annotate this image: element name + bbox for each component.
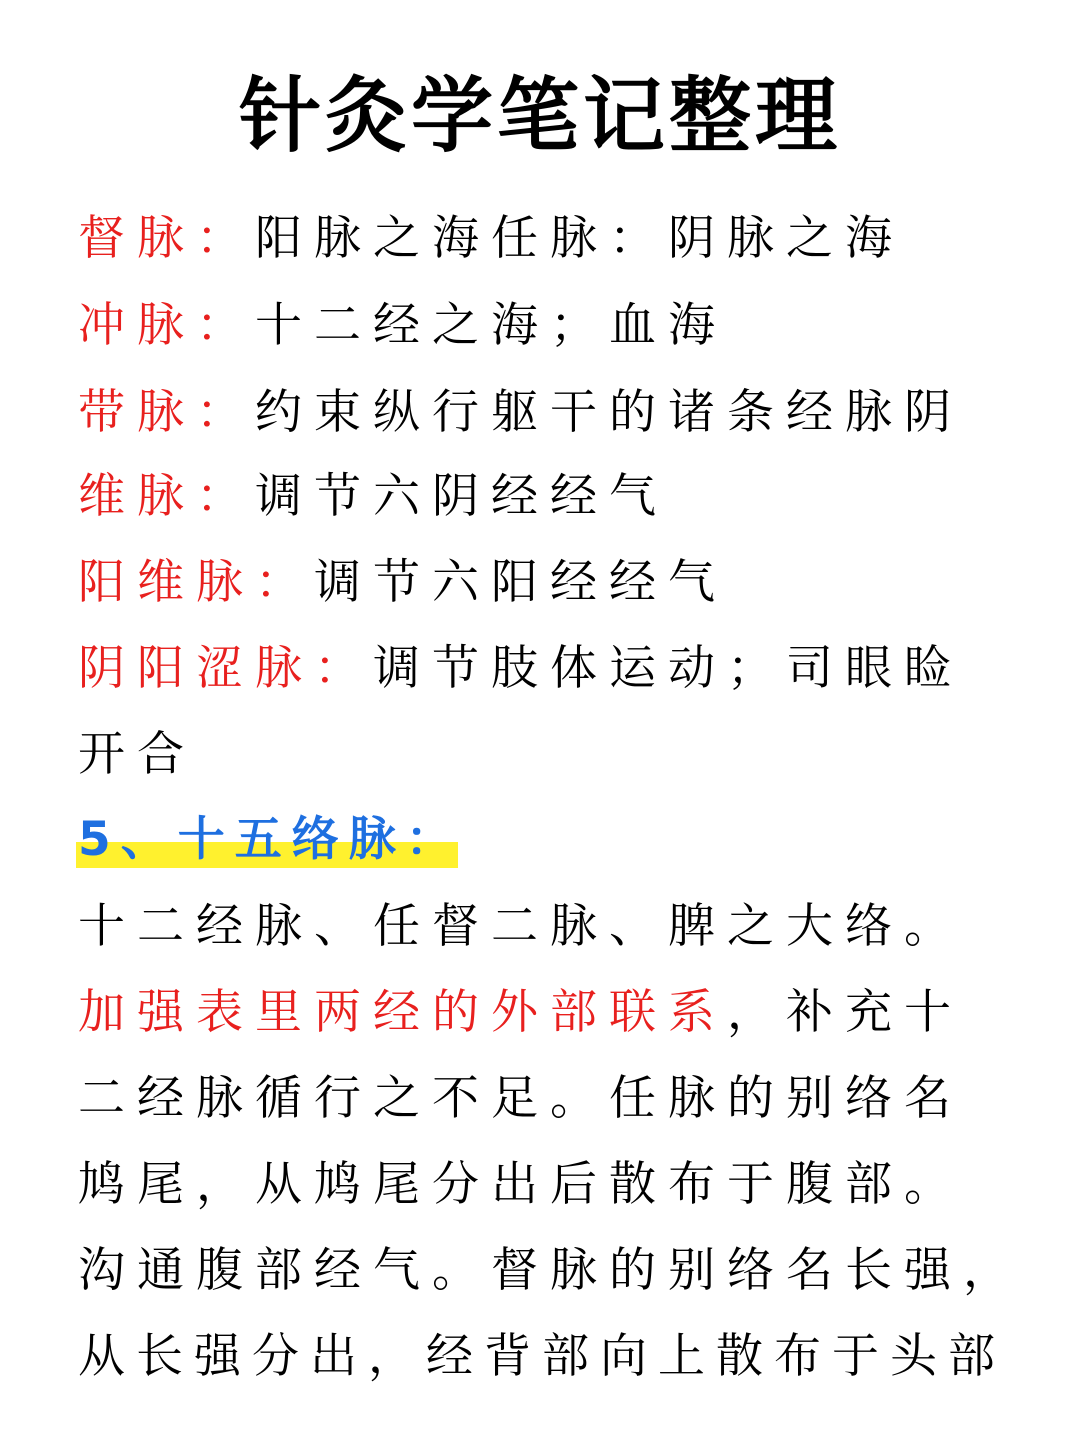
vessel-term: 冲脉：	[78, 298, 255, 353]
section-heading: 5、十五络脉：	[78, 812, 463, 867]
emphasis-text: 加强表里两经的外部联系	[78, 985, 727, 1040]
vessel-term: 督脉：	[78, 211, 255, 266]
paragraph-line-1: 十二经脉、任督二脉、脾之大络。	[78, 899, 963, 954]
vessel-desc: 约束纵行躯干的诸条经脉阴	[255, 385, 963, 440]
vessel-term: 阴阳涩脉：	[78, 641, 373, 696]
vessel-line-yangwei	[78, 553, 1038, 613]
vessel-desc: 调节六阴经经气	[255, 469, 668, 524]
paragraph-line-4: 鸠尾，从鸠尾分出后散布于腹部。	[78, 1157, 963, 1212]
vessel-desc: 阳脉之海任脉：阴脉之海	[255, 211, 904, 266]
paragraph-line-6: 从长强分出，经背部向上散布于头部	[78, 1329, 1006, 1384]
vessel-line-chong	[78, 296, 1038, 356]
paragraph-line-3: 二经脉循行之不足。任脉的别络名	[78, 1071, 963, 1126]
vessel-term: 阳维脉：	[78, 555, 314, 610]
vessel-desc: 十二经之海；血海	[255, 298, 727, 353]
vessel-line-dai	[78, 383, 1038, 443]
vessel-continuation: 开合	[78, 727, 196, 782]
vessel-line-yinyangqiao	[78, 639, 1038, 699]
vessel-line-wei	[78, 467, 1038, 527]
page-title: 针灸学笔记整理	[238, 69, 841, 164]
vessel-desc: 调节六阳经经气	[314, 555, 727, 610]
vessel-line-du	[78, 209, 1038, 269]
paragraph-text: ，补充十	[727, 985, 963, 1040]
vessel-term: 带脉：	[78, 385, 255, 440]
vessel-term: 维脉：	[78, 469, 255, 524]
paragraph-line-5: 沟通腹部经气。督脉的别络名长强，	[78, 1243, 1022, 1298]
paragraph-line-2	[78, 983, 1038, 1043]
vessel-desc: 调节肢体运动；司眼睑	[373, 641, 963, 696]
